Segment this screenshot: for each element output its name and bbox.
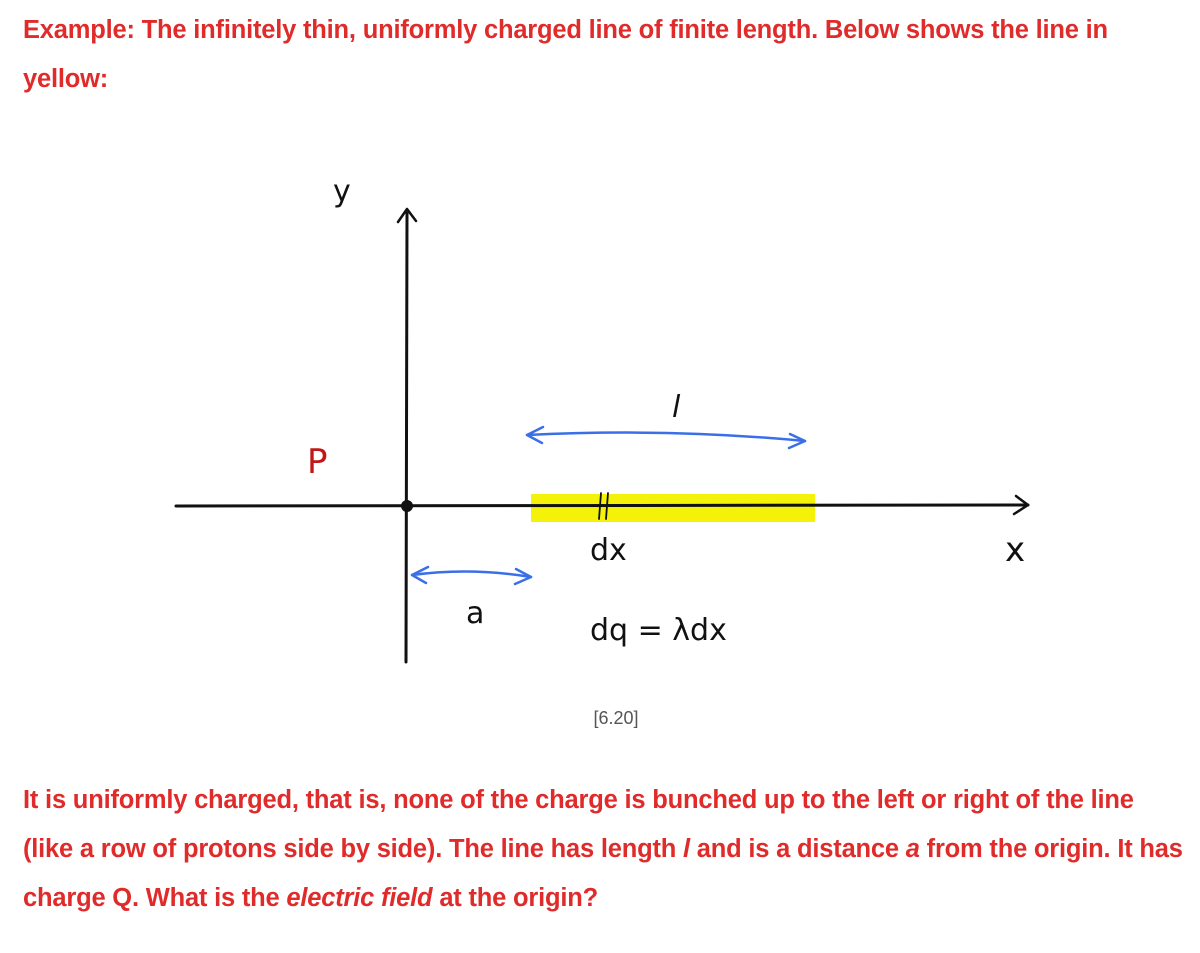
dx-label: dx (590, 533, 627, 568)
question-text-3: from the origin. It has charge Q. What is the (23, 835, 1183, 912)
charged-line-highlight (531, 494, 815, 522)
distance-label: a (466, 596, 485, 631)
distance-symbol: a (905, 835, 920, 863)
question-paragraph (23, 776, 1183, 923)
origin-point (401, 500, 413, 512)
question-text-4: at the origin? (432, 884, 599, 912)
question-text-1: It is uniformly charged, that is, none of the charge is bunched up to the left or right of the line (like a row of protons side by side). The line has length (23, 786, 1134, 863)
charge-element-equation: dq = λdx (590, 613, 727, 648)
electric-field-emphasis: electric field (286, 884, 433, 912)
y-axis-line (406, 213, 407, 662)
distance-arrow-line (412, 571, 531, 577)
figure-caption: [6.20] (593, 708, 639, 728)
x-axis-line (176, 505, 1028, 506)
example-heading: Example: The infinitely thin, uniformly charged line of finite length. Below shows the line in yellow: (23, 16, 1108, 93)
question-text-2: and is a distance (689, 835, 906, 863)
length-arrow-line (527, 433, 805, 441)
y-axis-label: y (333, 174, 351, 209)
diagram-svg (150, 165, 1050, 725)
length-label: l (672, 390, 681, 425)
x-axis-label: x (1005, 530, 1026, 570)
charged-line-diagram (150, 165, 1050, 725)
length-symbol: l (683, 835, 690, 863)
point-p-label: P (307, 442, 328, 482)
